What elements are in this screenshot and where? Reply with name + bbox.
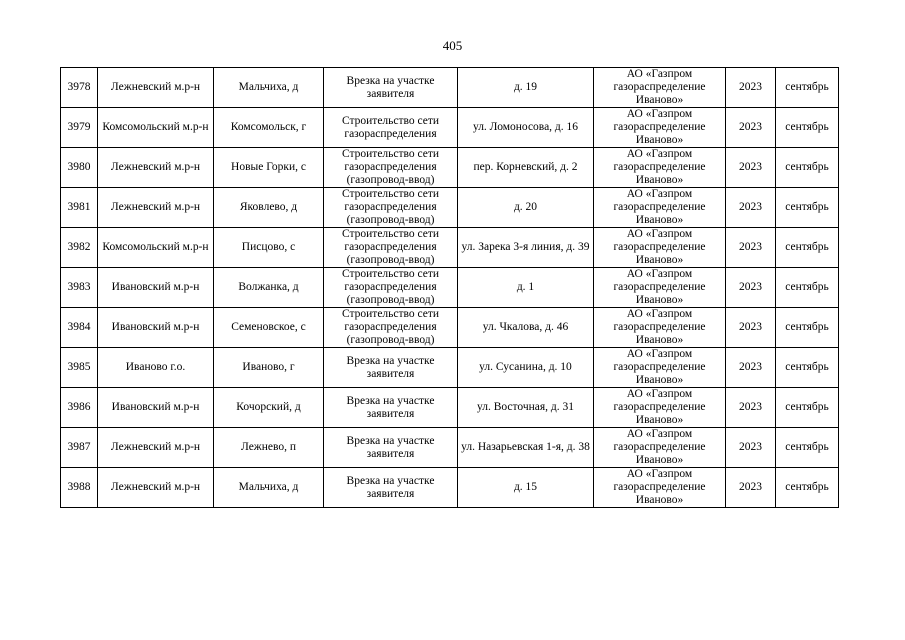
- cell-work-type: Врезка на участке заявителя: [324, 468, 458, 508]
- table-body: [61, 68, 839, 508]
- cell-year: 2023: [726, 188, 776, 228]
- cell-organization: АО «Газпром газораспределение Иваново»: [594, 68, 726, 108]
- cell-work-type: Врезка на участке заявителя: [324, 388, 458, 428]
- cell-district: Комсомольский м.р-н: [98, 108, 214, 148]
- cell-district: Лежневский м.р-н: [98, 148, 214, 188]
- cell-district: Лежневский м.р-н: [98, 428, 214, 468]
- cell-address: д. 20: [458, 188, 594, 228]
- cell-locality: Комсомольск, г: [214, 108, 324, 148]
- cell-address: д. 15: [458, 468, 594, 508]
- cell-district: Ивановский м.р-н: [98, 308, 214, 348]
- cell-year: 2023: [726, 108, 776, 148]
- cell-work-type: Строительство сети газораспределения (газопровод-ввод): [324, 228, 458, 268]
- cell-locality: Новые Горки, с: [214, 148, 324, 188]
- cell-month: сентябрь: [776, 428, 839, 468]
- cell-organization: АО «Газпром газораспределение Иваново»: [594, 148, 726, 188]
- cell-organization: АО «Газпром газораспределение Иваново»: [594, 228, 726, 268]
- cell-year: 2023: [726, 68, 776, 108]
- cell-locality: Лежнево, п: [214, 428, 324, 468]
- cell-organization: АО «Газпром газораспределение Иваново»: [594, 428, 726, 468]
- cell-month: сентябрь: [776, 68, 839, 108]
- cell-address: д. 19: [458, 68, 594, 108]
- cell-locality: Яковлево, д: [214, 188, 324, 228]
- cell-address: ул. Чкалова, д. 46: [458, 308, 594, 348]
- cell-address: ул. Сусанина, д. 10: [458, 348, 594, 388]
- cell-number: 3984: [61, 308, 98, 348]
- table-row: [61, 268, 839, 308]
- cell-district: Лежневский м.р-н: [98, 468, 214, 508]
- cell-month: сентябрь: [776, 148, 839, 188]
- cell-month: сентябрь: [776, 188, 839, 228]
- cell-address: д. 1: [458, 268, 594, 308]
- cell-work-type: Строительство сети газораспределения (газопровод-ввод): [324, 268, 458, 308]
- cell-number: 3980: [61, 148, 98, 188]
- cell-number: 3978: [61, 68, 98, 108]
- page-number: 405: [442, 38, 463, 53]
- cell-number: 3979: [61, 108, 98, 148]
- cell-locality: Писцово, с: [214, 228, 324, 268]
- cell-address: пер. Корневский, д. 2: [458, 148, 594, 188]
- cell-month: сентябрь: [776, 308, 839, 348]
- table-row: [61, 228, 839, 268]
- cell-organization: АО «Газпром газораспределение Иваново»: [594, 108, 726, 148]
- cell-locality: Мальчиха, д: [214, 468, 324, 508]
- cell-year: 2023: [726, 388, 776, 428]
- cell-locality: Семеновское, с: [214, 308, 324, 348]
- cell-month: сентябрь: [776, 468, 839, 508]
- cell-locality: Кочорский, д: [214, 388, 324, 428]
- cell-work-type: Врезка на участке заявителя: [324, 428, 458, 468]
- table-row: [61, 348, 839, 388]
- cell-district: Иваново г.о.: [98, 348, 214, 388]
- cell-number: 3986: [61, 388, 98, 428]
- cell-work-type: Строительство сети газораспределения (газопровод-ввод): [324, 148, 458, 188]
- table-row: [61, 108, 839, 148]
- table-row: [61, 428, 839, 468]
- cell-month: сентябрь: [776, 388, 839, 428]
- cell-work-type: Врезка на участке заявителя: [324, 68, 458, 108]
- cell-year: 2023: [726, 428, 776, 468]
- cell-organization: АО «Газпром газораспределение Иваново»: [594, 268, 726, 308]
- cell-number: 3982: [61, 228, 98, 268]
- table-row: [61, 68, 839, 108]
- cell-locality: Иваново, г: [214, 348, 324, 388]
- cell-address: ул. Назарьевская 1-я, д. 38: [458, 428, 594, 468]
- cell-district: Ивановский м.р-н: [98, 388, 214, 428]
- cell-year: 2023: [726, 148, 776, 188]
- cell-month: сентябрь: [776, 268, 839, 308]
- cell-number: 3981: [61, 188, 98, 228]
- cell-work-type: Строительство сети газораспределения (газопровод-ввод): [324, 308, 458, 348]
- cell-locality: Мальчиха, д: [214, 68, 324, 108]
- cell-month: сентябрь: [776, 348, 839, 388]
- cell-year: 2023: [726, 268, 776, 308]
- cell-number: 3988: [61, 468, 98, 508]
- cell-month: сентябрь: [776, 108, 839, 148]
- table-row: [61, 308, 839, 348]
- cell-year: 2023: [726, 228, 776, 268]
- cell-organization: АО «Газпром газораспределение Иваново»: [594, 188, 726, 228]
- cell-locality: Волжанка, д: [214, 268, 324, 308]
- table-row: [61, 188, 839, 228]
- cell-number: 3983: [61, 268, 98, 308]
- cell-year: 2023: [726, 348, 776, 388]
- gasification-table: [60, 67, 839, 508]
- table-row: [61, 148, 839, 188]
- cell-district: Лежневский м.р-н: [98, 68, 214, 108]
- cell-address: ул. Ломоносова, д. 16: [458, 108, 594, 148]
- cell-work-type: Врезка на участке заявителя: [324, 348, 458, 388]
- cell-district: Комсомольский м.р-н: [98, 228, 214, 268]
- cell-district: Ивановский м.р-н: [98, 268, 214, 308]
- cell-organization: АО «Газпром газораспределение Иваново»: [594, 388, 726, 428]
- cell-organization: АО «Газпром газораспределение Иваново»: [594, 468, 726, 508]
- cell-year: 2023: [726, 468, 776, 508]
- cell-organization: АО «Газпром газораспределение Иваново»: [594, 308, 726, 348]
- cell-work-type: Строительство сети газораспределения: [324, 108, 458, 148]
- cell-month: сентябрь: [776, 228, 839, 268]
- table-row: [61, 388, 839, 428]
- cell-year: 2023: [726, 308, 776, 348]
- table-row: [61, 468, 839, 508]
- cell-number: 3985: [61, 348, 98, 388]
- cell-organization: АО «Газпром газораспределение Иваново»: [594, 348, 726, 388]
- cell-address: ул. Восточная, д. 31: [458, 388, 594, 428]
- cell-address: ул. Зарека 3-я линия, д. 39: [458, 228, 594, 268]
- cell-work-type: Строительство сети газораспределения (газопровод-ввод): [324, 188, 458, 228]
- cell-district: Лежневский м.р-н: [98, 188, 214, 228]
- cell-number: 3987: [61, 428, 98, 468]
